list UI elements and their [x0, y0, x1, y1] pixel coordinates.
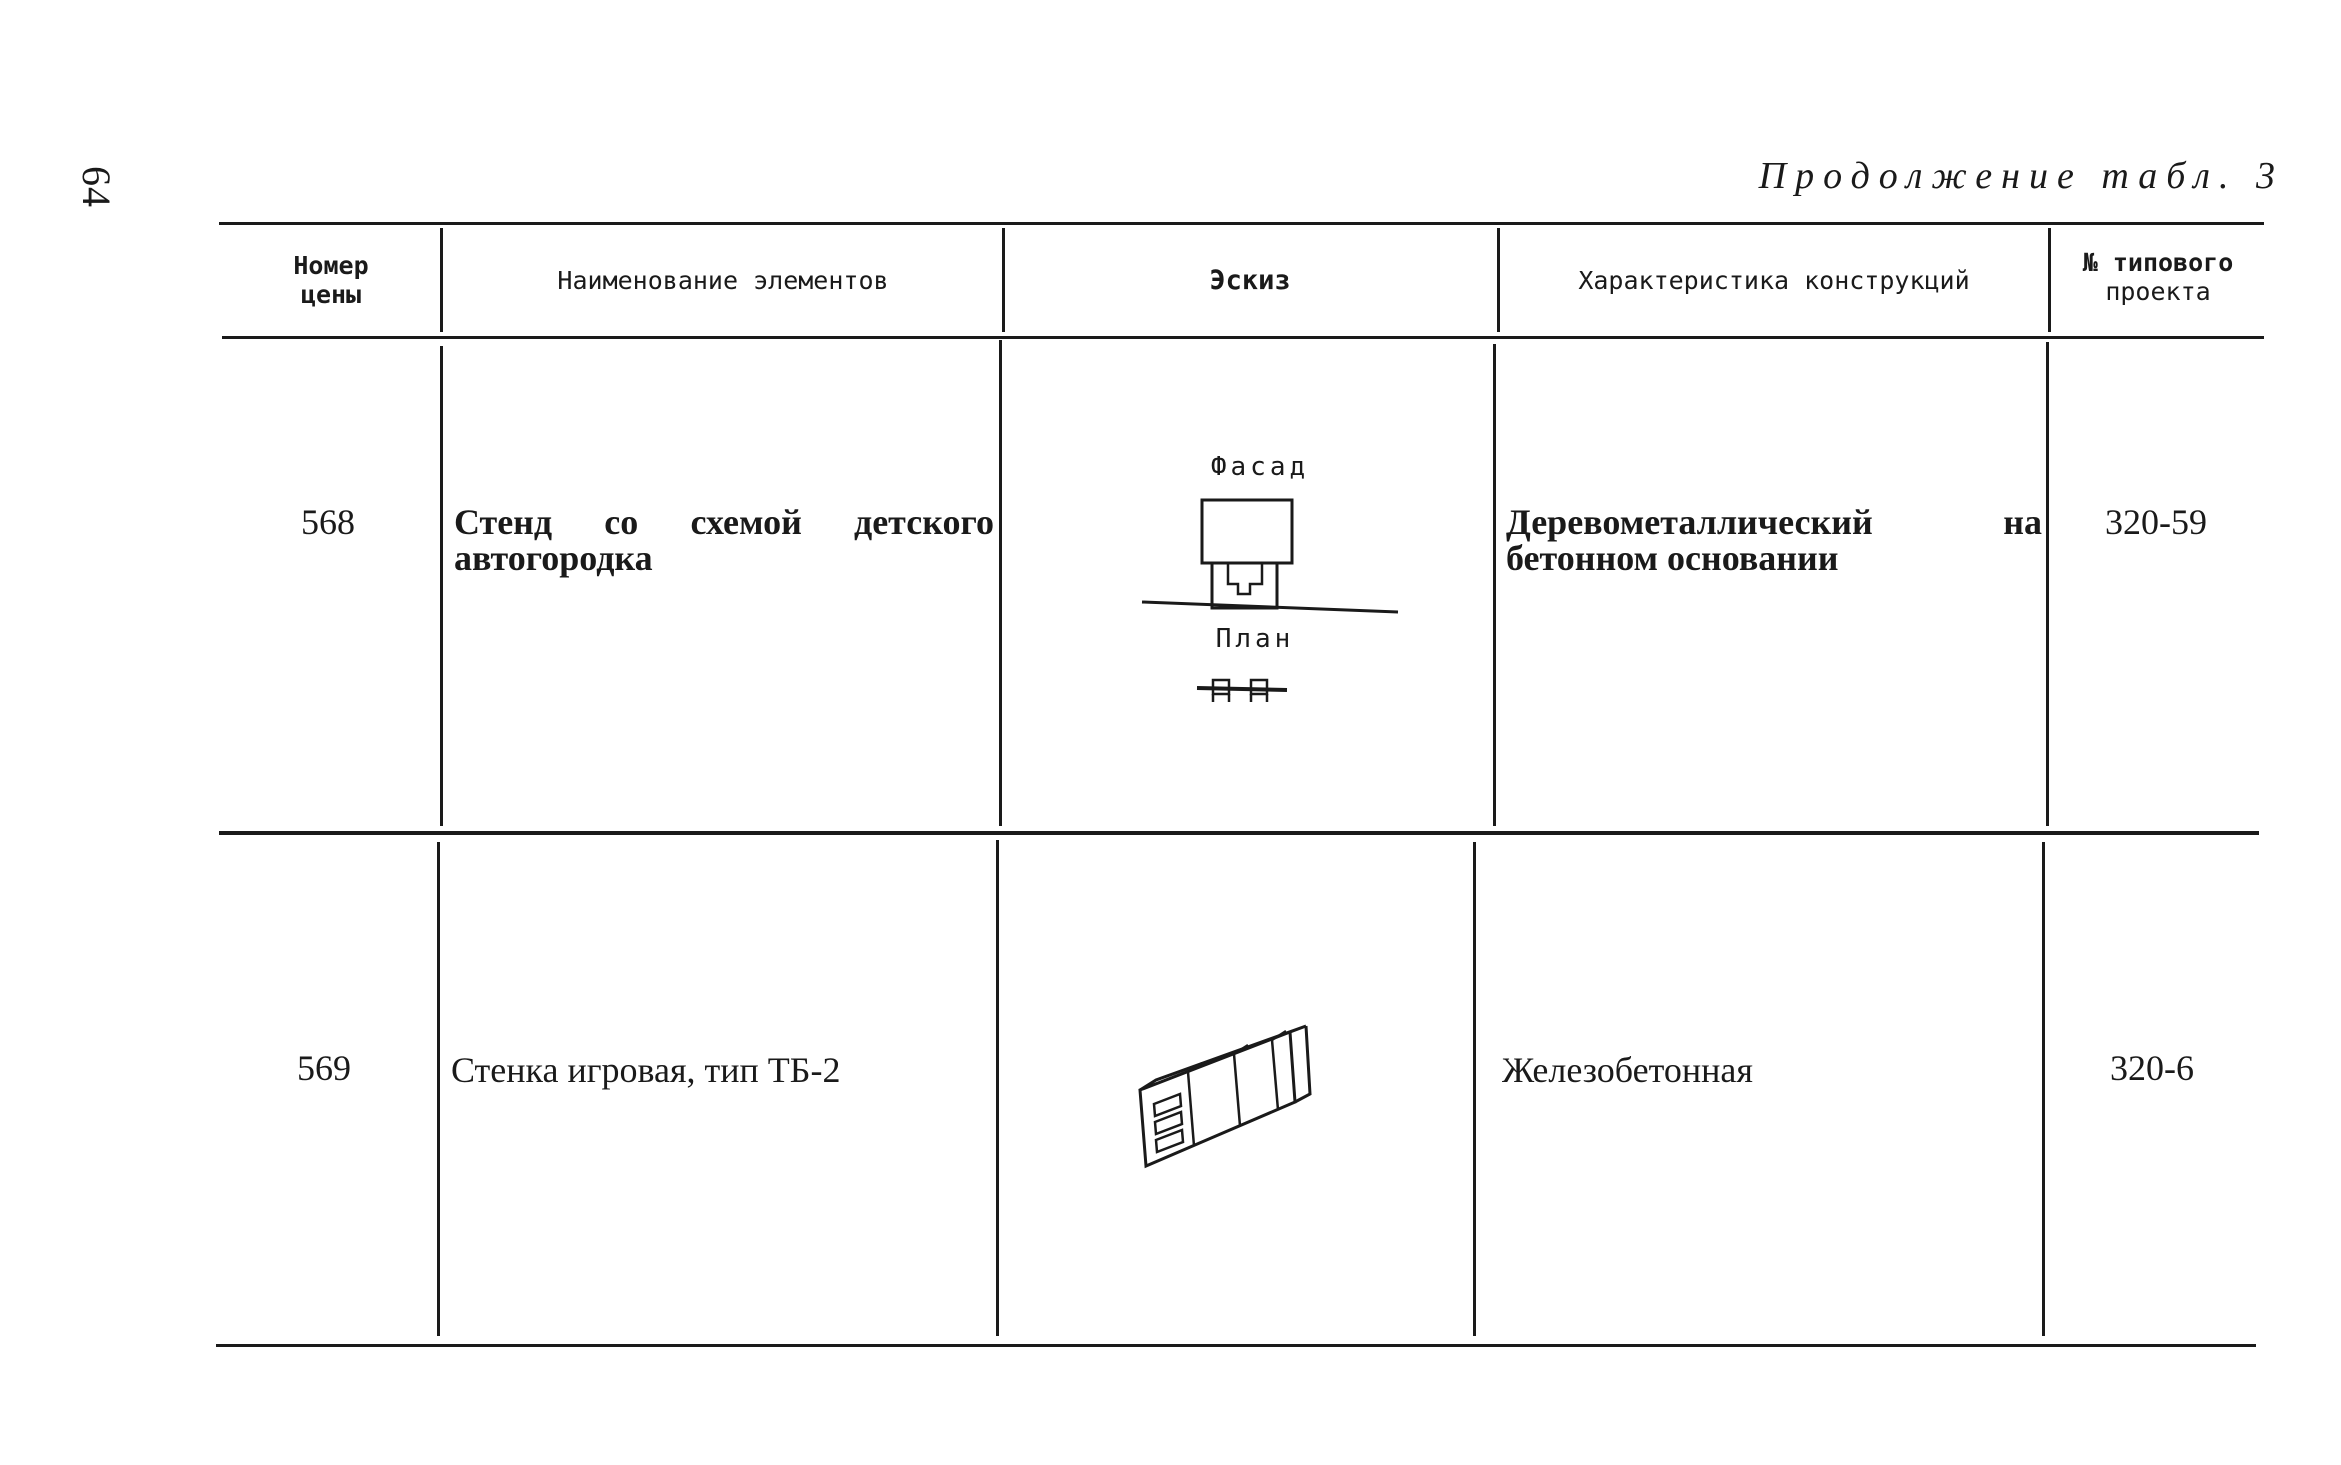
sketch-plan-label: План [1215, 624, 1295, 654]
facade-drawing [1140, 490, 1410, 620]
row1-characteristic: Деревометаллический на бетонном основании [1506, 502, 2042, 578]
row1-project-number: 320-59 [2105, 502, 2207, 542]
table-bottom-rule [216, 1344, 2256, 1347]
continuation-label: Продолжение табл. 3 [1758, 155, 2284, 197]
row1-price-number: 568 [301, 502, 355, 542]
plan-drawing [1195, 670, 1295, 710]
row2-price-number: 569 [297, 1048, 351, 1088]
header-col-divider-3 [1497, 228, 1500, 332]
row1-col-divider-2 [999, 340, 1002, 826]
row1-col-divider-4 [2046, 342, 2049, 826]
row2-col-divider-1 [437, 842, 440, 1336]
row2-col-divider-3 [1473, 842, 1476, 1336]
header-characteristic: Характеристика конструкций [1578, 266, 1970, 295]
header-price-number: Номер цены [293, 251, 369, 309]
play-wall-drawing [1130, 1020, 1350, 1180]
row2-element-name: Стенка игровая, тип ТБ-2 [451, 1050, 841, 1090]
sketch-facade-label: Фасад [1210, 452, 1310, 482]
row2-col-divider-2 [996, 840, 999, 1336]
header-project-number: № типового проекта [2082, 248, 2234, 306]
row1-col-divider-1 [440, 346, 443, 826]
row-divider-rule [219, 831, 2259, 835]
table-top-rule [219, 222, 2264, 225]
row2-col-divider-4 [2042, 842, 2045, 1336]
header-col-divider-4 [2048, 228, 2051, 332]
header-col-divider-1 [440, 228, 443, 332]
header-bottom-rule [222, 336, 2264, 339]
row2-characteristic: Железобетонная [1502, 1050, 1753, 1090]
row2-project-number: 320-6 [2110, 1048, 2194, 1088]
page-number: 64 [74, 166, 119, 208]
header-element-name: Наименование элементов [557, 266, 889, 295]
row1-col-divider-3 [1493, 344, 1496, 826]
header-sketch: Эскиз [1209, 265, 1291, 296]
row1-element-name: Стенд со схемой детского автогородка [454, 502, 994, 578]
